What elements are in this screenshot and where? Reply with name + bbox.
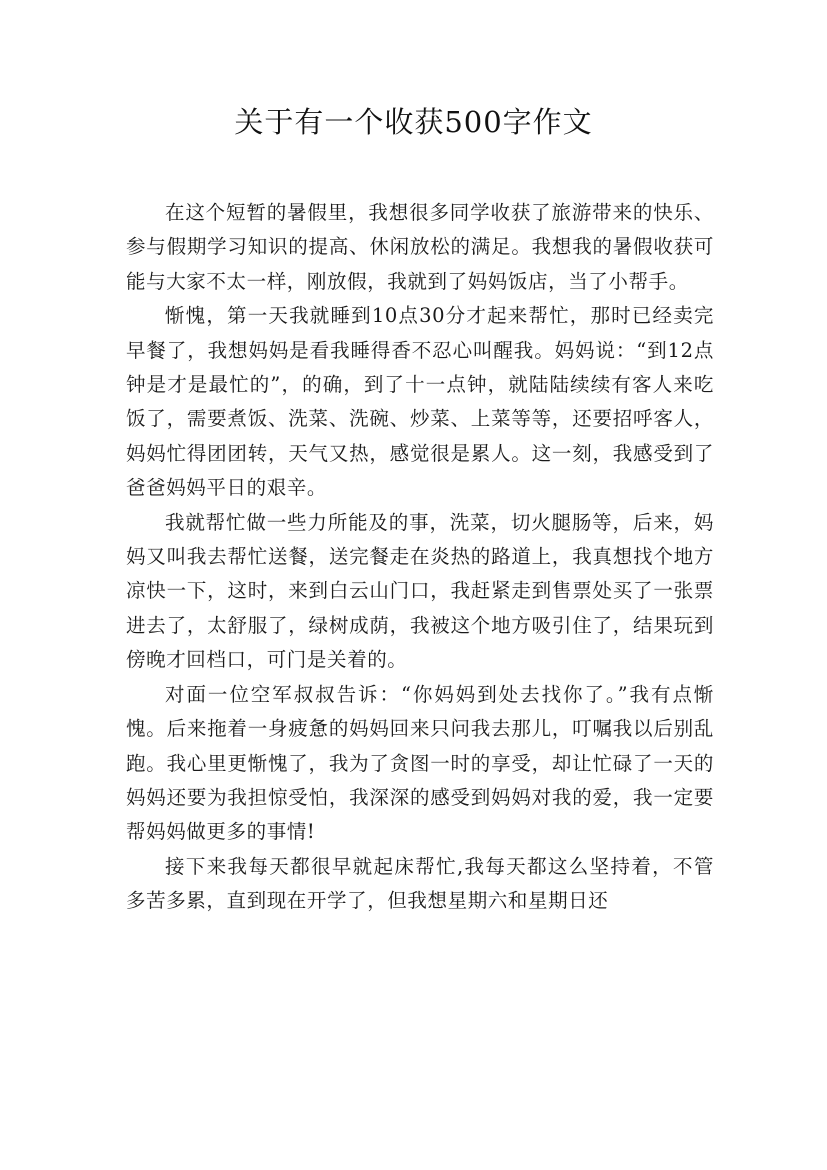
paragraph-5: 接下来我每天都很早就起床帮忙,我每天都这么坚持着，不管多苦多累，直到现在开学了，但我想星期六和星期日还 <box>126 854 714 913</box>
document-title: 关于有一个收获500字作文 <box>234 105 593 139</box>
paragraph-1: 在这个短暂的暑假里，我想很多同学收获了旅游带来的快乐、参与假期学习知识的提高、休闲放松的满足。我想我的暑假收获可能与大家不太一样，刚放假，我就到了妈妈饭店，当了小帮手。 <box>126 201 714 293</box>
paragraph-3: 我就帮忙做一些力所能及的事，洗菜，切火腿肠等，后来，妈妈又叫我去帮忙送餐，送完餐走在炎热的路道上，我真想找个地方凉快一下，这时，来到白云山门口，我赶紧走到售票处买了一张票进去了，太舒服了，绿树成荫，我被这个地方吸引住了，结果玩到傍晚才回档口，可门是关着的。 <box>126 510 714 672</box>
paragraph-4: 对面一位空军叔叔告诉：“你妈妈到处去找你了。”我有点惭愧。后来拖着一身疲惫的妈妈回来只问我去那儿，叮嘱我以后别乱跑。我心里更惭愧了，我为了贪图一时的享受，却让忙碌了一天的妈妈还要为我担惊受怕，我深深的感受到妈妈对我的爱，我一定要帮妈妈做更多的事情! <box>126 682 714 844</box>
paragraph-2: 惭愧，第一天我就睡到10点30分才起来帮忙，那时已经卖完早餐了，我想妈妈是看我睡得香不忍心叫醒我。妈妈说：“到12点钟是才是最忙的”，的确，到了十一点钟，就陆陆续续有客人来吃饭了，需要煮饭、洗菜、洗碗、炒菜、上菜等等，还要招呼客人，妈妈忙得团团转，天气又热，感觉很是累人。这一刻，我感受到了爸爸妈妈平日的艰辛。 <box>126 304 714 500</box>
document-body <box>126 196 714 919</box>
